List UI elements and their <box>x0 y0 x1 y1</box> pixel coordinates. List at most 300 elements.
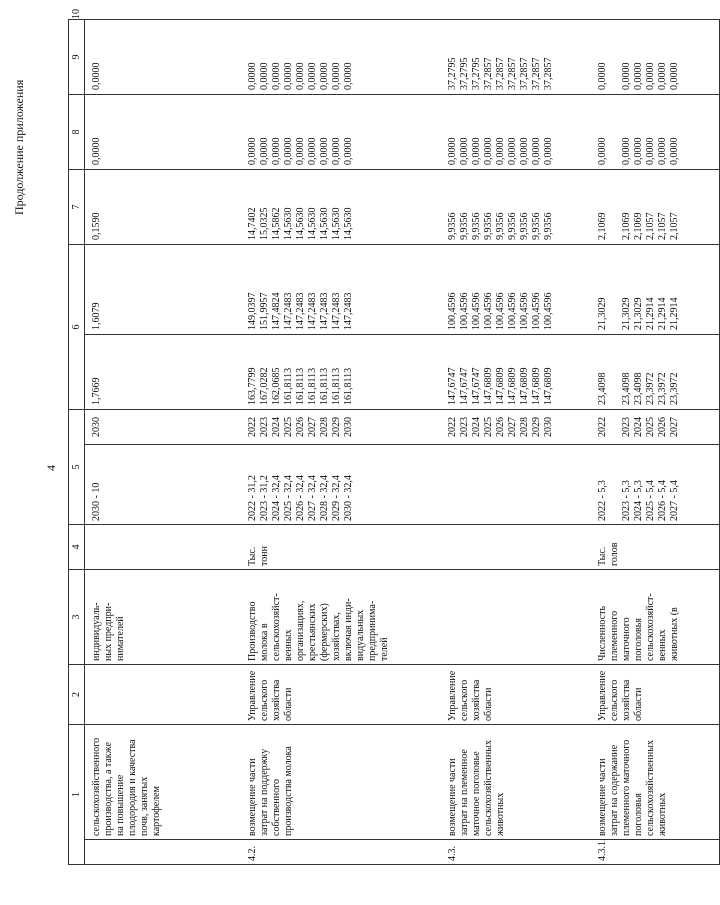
measure-name: производства молока <box>282 746 294 836</box>
value-col-10: 37,2857 <box>542 57 554 90</box>
value-col-7: 147,2483 <box>342 292 354 330</box>
value-col-10: 0,0000 <box>246 62 258 90</box>
value-col-9-cell <box>235 95 435 170</box>
value-col-10: 0,0000 <box>91 62 102 90</box>
year: 2027 <box>506 417 518 437</box>
measure-name: племенного маточного <box>620 739 632 836</box>
value-col-6-cell <box>235 335 435 410</box>
indicator: Численность <box>596 605 608 661</box>
value-col-7-cell <box>435 245 585 335</box>
year: 2030 <box>342 417 354 437</box>
value-col-9: 0,0000 <box>620 137 632 165</box>
executor: сельского <box>258 679 270 721</box>
value-col-6: 23,4098 <box>620 372 632 405</box>
value-col-8: 9,9356 <box>518 212 530 240</box>
value-col-6 <box>609 338 621 405</box>
executor: области <box>632 687 644 721</box>
measure-name: картофелем <box>151 786 162 836</box>
unit: тонн <box>258 546 270 566</box>
value-col-7: 151,9957 <box>258 292 270 330</box>
value-col-10-cell <box>235 20 435 95</box>
value-col-10: 0,0000 <box>620 62 632 90</box>
column-header: 4 <box>69 525 85 570</box>
row-code: 4.3.1. <box>596 838 608 861</box>
value-col-10: 0,0000 <box>632 62 644 90</box>
value-col-6: 23,3972 <box>644 372 656 405</box>
year-cell <box>85 410 235 445</box>
year: 2028 <box>518 417 530 437</box>
value-col-7: 100,4596 <box>530 292 542 330</box>
year: 2024 <box>632 417 644 437</box>
value-col-9: 0,0000 <box>632 137 644 165</box>
indicator: молока в <box>258 623 270 661</box>
year: 2027 <box>306 417 318 437</box>
value-col-7: 21,2914 <box>668 297 680 330</box>
value-col-9: 0,0000 <box>482 137 494 165</box>
unit: голов <box>608 542 620 566</box>
executor-cell <box>235 665 435 725</box>
value-col-6-cell <box>85 335 235 410</box>
value-col-7: 1,6079 <box>91 302 102 330</box>
value-col-6: 162,0685 <box>270 367 282 405</box>
measure-name: возмещение части <box>246 758 258 836</box>
value-col-10: 0,0000 <box>306 62 318 90</box>
row-code: 4.3. <box>446 846 458 861</box>
value-col-10: 37,2857 <box>518 57 530 90</box>
table-row <box>435 20 585 865</box>
value-col-6: 23,4098 <box>632 372 644 405</box>
measure-name-cell <box>585 725 720 840</box>
value-col-7: 21,2914 <box>656 297 668 330</box>
value-col-8: 2,1057 <box>656 212 668 240</box>
value-col-7: 147,2483 <box>294 292 306 330</box>
target-values: 2025 - 5,4 <box>644 480 656 521</box>
value-col-8: 2,1069 <box>632 212 644 240</box>
value-col-8: 9,9356 <box>494 212 506 240</box>
target-values-cell <box>85 445 235 525</box>
value-col-8: 14,5630 <box>342 207 354 240</box>
value-col-10: 37,2795 <box>458 57 470 90</box>
value-col-6: 163,7799 <box>246 367 258 405</box>
year: 2023 <box>258 417 270 437</box>
page-number: 4 <box>44 465 58 471</box>
indicator: племенного <box>608 610 620 661</box>
value-col-10: 0,0000 <box>644 62 656 90</box>
executor: области <box>282 687 294 721</box>
value-col-10: 0,0000 <box>258 62 270 90</box>
page-caption: Продолжение приложения <box>12 79 26 215</box>
indicator-cell <box>435 570 585 665</box>
value-col-9: 0,0000 <box>282 137 294 165</box>
year <box>609 413 621 441</box>
value-col-9: 0,0000 <box>542 137 554 165</box>
table-row <box>585 20 720 865</box>
executor-cell <box>435 665 585 725</box>
year: 2026 <box>294 417 306 437</box>
value-col-8: 0,1590 <box>91 212 102 240</box>
value-col-7: 100,4596 <box>458 292 470 330</box>
value-col-9: 0,0000 <box>246 137 258 165</box>
value-col-10: 0,0000 <box>318 62 330 90</box>
executor-cell <box>585 665 720 725</box>
target-values-cell <box>235 445 435 525</box>
year: 2026 <box>494 417 506 437</box>
value-col-6: 147,6809 <box>494 367 506 405</box>
indicator: видуальных <box>354 609 366 661</box>
value-col-8: 14,5630 <box>282 207 294 240</box>
value-col-9: 0,0000 <box>294 137 306 165</box>
target-values: 2026 - 5,4 <box>656 480 668 521</box>
target-values-cell <box>585 445 720 525</box>
value-col-10: 37,2795 <box>470 57 482 90</box>
indicator: ных предпри- <box>103 602 114 661</box>
year: 2027 <box>668 417 680 437</box>
value-col-6: 147,6747 <box>458 367 470 405</box>
column-header: 1 <box>69 725 85 865</box>
value-col-6: 147,6747 <box>446 367 458 405</box>
value-col-7: 147,2483 <box>330 292 342 330</box>
row-code <box>91 843 103 861</box>
year: 2024 <box>470 417 482 437</box>
value-col-7-cell <box>235 245 435 335</box>
value-col-9-cell <box>585 95 720 170</box>
value-col-9: 0,0000 <box>596 137 608 165</box>
column-header: 2 <box>69 665 85 725</box>
executor: хозяйства <box>270 679 282 721</box>
indicator: телей <box>378 637 390 661</box>
executor: хозяйства <box>470 679 482 721</box>
value-col-8: 9,9356 <box>530 212 542 240</box>
indicator: сельскохозяйст- <box>644 593 656 661</box>
value-col-10-cell <box>85 20 235 95</box>
value-col-7: 147,2483 <box>282 292 294 330</box>
year-cell <box>585 410 720 445</box>
value-col-9: 0,0000 <box>530 137 542 165</box>
indicator: индивидуаль- <box>91 602 102 661</box>
row-code-cell <box>435 840 585 865</box>
value-col-8-cell <box>85 170 235 245</box>
value-col-6: 161,8113 <box>342 367 354 405</box>
value-col-6: 161,8113 <box>294 367 306 405</box>
year: 2023 <box>620 417 632 437</box>
value-col-8: 9,9356 <box>446 212 458 240</box>
target-values: 2023 - 5,3 <box>620 480 632 521</box>
measure-name: поголовья <box>632 793 644 836</box>
measure-name: собственного <box>270 779 282 836</box>
value-col-8: 14,5630 <box>330 207 342 240</box>
column-header: 8 <box>69 95 85 170</box>
target-values: 2024 - 32,4 <box>270 475 282 521</box>
unit-cell <box>235 525 435 570</box>
unit-cell <box>435 525 585 570</box>
value-col-6: 1,7669 <box>91 377 102 405</box>
value-col-8: 2,1057 <box>668 212 680 240</box>
value-col-6: 23,3972 <box>668 372 680 405</box>
value-col-10: 37,2857 <box>506 57 518 90</box>
value-col-9: 0,0000 <box>342 137 354 165</box>
column-header: 5 <box>69 410 85 525</box>
value-col-9: 0,0000 <box>330 137 342 165</box>
value-col-8: 14,5630 <box>306 207 318 240</box>
value-col-10: 0,0000 <box>342 62 354 90</box>
value-col-9: 0,0000 <box>668 137 680 165</box>
value-col-10 <box>609 23 621 90</box>
target-values <box>609 448 621 521</box>
value-col-10: 0,0000 <box>282 62 294 90</box>
value-col-8: 9,9356 <box>470 212 482 240</box>
value-col-7: 100,4596 <box>542 292 554 330</box>
value-col-10-cell <box>585 20 720 95</box>
value-col-6: 161,8113 <box>330 367 342 405</box>
value-col-7: 100,4596 <box>518 292 530 330</box>
year: 2030 <box>91 417 102 437</box>
measure-name: на повышение <box>115 774 126 836</box>
year-cell <box>235 410 435 445</box>
year: 2025 <box>482 417 494 437</box>
year: 2030 <box>542 417 554 437</box>
unit-cell <box>585 525 720 570</box>
value-col-6: 147,6809 <box>506 367 518 405</box>
value-col-8: 14,5630 <box>318 207 330 240</box>
value-col-9: 0,0000 <box>494 137 506 165</box>
table-row <box>85 20 235 865</box>
year: 2025 <box>644 417 656 437</box>
indicator: предпринима- <box>366 600 378 661</box>
header-row: 1 2 3 4 5 6 7 8 9 10 <box>69 20 85 865</box>
indicator-cell <box>585 570 720 665</box>
value-col-9: 0,0000 <box>518 137 530 165</box>
measure-name: почв, занятых <box>139 776 150 836</box>
target-values-cell <box>435 445 585 525</box>
target-values: 2023 - 31,2 <box>258 475 270 521</box>
indicator: маточного <box>620 617 632 661</box>
year: 2024 <box>270 417 282 437</box>
measure-name: маточное поголовье <box>470 751 482 836</box>
column-header: 3 <box>69 570 85 665</box>
indicator: организациях, <box>294 600 306 661</box>
indicator: сельскохозяйст- <box>270 593 282 661</box>
value-col-7-cell <box>85 245 235 335</box>
target-values: 2028 - 32,4 <box>318 475 330 521</box>
target-values: 2024 - 5,3 <box>632 480 644 521</box>
measure-name: животных <box>656 792 668 836</box>
value-col-8: 14,5862 <box>270 207 282 240</box>
value-col-7 <box>609 248 621 330</box>
value-col-10: 0,0000 <box>330 62 342 90</box>
target-values: 2027 - 5,4 <box>668 480 680 521</box>
executor: области <box>482 687 494 721</box>
table-row <box>235 20 435 865</box>
value-col-6: 147,6809 <box>530 367 542 405</box>
value-col-9: 0,0000 <box>270 137 282 165</box>
value-col-8: 2,1069 <box>596 212 608 240</box>
unit: Тыс. <box>596 546 608 566</box>
value-col-7: 21,3029 <box>596 297 608 330</box>
target-values: 2029 - 32,4 <box>330 475 342 521</box>
column-header: 9 <box>69 20 85 95</box>
value-col-7: 100,4596 <box>482 292 494 330</box>
value-col-8-cell <box>435 170 585 245</box>
row-code-cell <box>85 840 235 865</box>
value-col-7: 100,4596 <box>446 292 458 330</box>
year: 2028 <box>318 417 330 437</box>
value-col-9: 0,0000 <box>318 137 330 165</box>
year: 2025 <box>282 417 294 437</box>
value-col-10: 0,0000 <box>656 62 668 90</box>
value-col-9: 0,0000 <box>458 137 470 165</box>
value-col-9: 0,0000 <box>644 137 656 165</box>
year: 2022 <box>246 417 258 437</box>
value-col-9: 0,0000 <box>470 137 482 165</box>
year: 2026 <box>656 417 668 437</box>
row-code-cell <box>585 840 720 865</box>
value-col-7-cell <box>585 245 720 335</box>
year-cell <box>435 410 585 445</box>
executor: сельского <box>608 679 620 721</box>
value-col-9: 0,0000 <box>91 137 102 165</box>
target-values: 2027 - 32,4 <box>306 475 318 521</box>
value-col-6: 147,6809 <box>518 367 530 405</box>
value-col-8 <box>609 173 621 240</box>
executor: сельского <box>458 679 470 721</box>
indicator: включая инди- <box>342 598 354 661</box>
value-col-7: 147,2483 <box>306 292 318 330</box>
value-col-9: 0,0000 <box>258 137 270 165</box>
target-values: 2022 - 5,3 <box>596 480 608 521</box>
unit-cell <box>85 525 235 570</box>
indicator: поголовья <box>632 618 644 661</box>
column-header: 7 <box>69 170 85 245</box>
value-col-6: 167,0282 <box>258 367 270 405</box>
value-col-10-cell <box>435 20 585 95</box>
year: 2023 <box>458 417 470 437</box>
value-col-6: 161,8113 <box>318 367 330 405</box>
indicator: венных <box>656 629 668 661</box>
value-col-7: 147,2483 <box>318 292 330 330</box>
executor-cell <box>85 665 235 725</box>
measure-name: сельскохозяйственного <box>91 737 102 836</box>
value-col-6: 23,4098 <box>596 372 608 405</box>
measure-name: производства, а также <box>103 742 114 836</box>
value-col-10: 0,0000 <box>596 62 608 90</box>
column-header: 6 <box>69 245 85 410</box>
value-col-6: 147,6809 <box>482 367 494 405</box>
value-col-9: 0,0000 <box>506 137 518 165</box>
indicator: (фермерских) <box>318 603 330 661</box>
value-col-8: 9,9356 <box>506 212 518 240</box>
row-code-cell <box>235 840 435 865</box>
value-col-10: 37,2857 <box>530 57 542 90</box>
value-col-10: 37,2857 <box>482 57 494 90</box>
indicator: нимателей <box>115 616 126 661</box>
value-col-9-cell <box>435 95 585 170</box>
measure-name: затрат на поддержку <box>258 748 270 836</box>
value-col-8: 9,9356 <box>542 212 554 240</box>
indicator: венных <box>282 629 294 661</box>
value-col-7: 149,0397 <box>246 292 258 330</box>
indicator-cell <box>235 570 435 665</box>
budget-table <box>68 9 720 865</box>
year: 2029 <box>530 417 542 437</box>
year: 2022 <box>596 417 608 437</box>
measure-name: затрат на племенное <box>458 749 470 836</box>
measure-name: животных <box>494 792 506 836</box>
measure-name-cell <box>435 725 585 840</box>
value-col-9: 0,0000 <box>306 137 318 165</box>
indicator-cell <box>85 570 235 665</box>
value-col-6: 161,8113 <box>282 367 294 405</box>
row-code: 4.2. <box>246 846 258 861</box>
value-col-7: 147,4824 <box>270 292 282 330</box>
value-col-10: 37,2795 <box>446 57 458 90</box>
measure-name: сельскохозяйственных <box>644 740 656 836</box>
executor: Управление <box>446 670 458 721</box>
value-col-10: 37,2857 <box>494 57 506 90</box>
value-col-9-cell <box>85 95 235 170</box>
value-col-8: 9,9356 <box>482 212 494 240</box>
measure-name: затрат на содержание <box>608 744 620 836</box>
value-col-6: 161,8113 <box>306 367 318 405</box>
measure-name: плодородия и качества <box>127 739 138 836</box>
value-col-8-cell <box>585 170 720 245</box>
value-col-9: 0,0000 <box>656 137 668 165</box>
target-values: 2030 - 32,4 <box>342 475 354 521</box>
indicator: Производство <box>246 601 258 661</box>
value-col-6-cell <box>435 335 585 410</box>
indicator: хозяйствах, <box>330 612 342 661</box>
measure-name: возмещение части <box>596 758 608 836</box>
executor: Управление <box>246 670 258 721</box>
value-col-8: 9,9356 <box>458 212 470 240</box>
target-values: 2030 - 10 <box>91 482 102 521</box>
value-col-9 <box>609 98 621 165</box>
executor: Управление <box>596 670 608 721</box>
measure-name: возмещение части <box>446 758 458 836</box>
value-col-8: 2,1057 <box>644 212 656 240</box>
unit: Тыс. <box>246 546 258 566</box>
value-col-10: 0,0000 <box>270 62 282 90</box>
value-col-8-cell <box>235 170 435 245</box>
value-col-7: 100,4596 <box>494 292 506 330</box>
measure-name-cell <box>85 725 235 840</box>
value-col-7: 21,3029 <box>620 297 632 330</box>
year: 2029 <box>330 417 342 437</box>
value-col-7: 21,2914 <box>644 297 656 330</box>
measure-name-cell <box>235 725 435 840</box>
value-col-8: 14,7402 <box>246 207 258 240</box>
executor: хозяйства <box>620 679 632 721</box>
indicator: животных (в <box>668 607 680 661</box>
measure-name: сельскохозяйственных <box>482 740 494 836</box>
value-col-8: 14,5630 <box>294 207 306 240</box>
value-col-7: 21,3029 <box>632 297 644 330</box>
target-values: 2022 - 31,2 <box>246 475 258 521</box>
value-col-9: 0,0000 <box>446 137 458 165</box>
value-col-6: 147,6809 <box>542 367 554 405</box>
indicator: крестьянских <box>306 603 318 661</box>
value-col-6: 23,3972 <box>656 372 668 405</box>
value-col-7: 100,4596 <box>470 292 482 330</box>
value-col-7: 100,4596 <box>506 292 518 330</box>
value-col-8: 15,0325 <box>258 207 270 240</box>
year: 2022 <box>446 417 458 437</box>
target-values: 2025 - 32,4 <box>282 475 294 521</box>
value-col-10: 0,0000 <box>668 62 680 90</box>
value-col-6: 147,6747 <box>470 367 482 405</box>
value-col-6-cell <box>585 335 720 410</box>
target-values: 2026 - 32,4 <box>294 475 306 521</box>
value-col-10: 0,0000 <box>294 62 306 90</box>
